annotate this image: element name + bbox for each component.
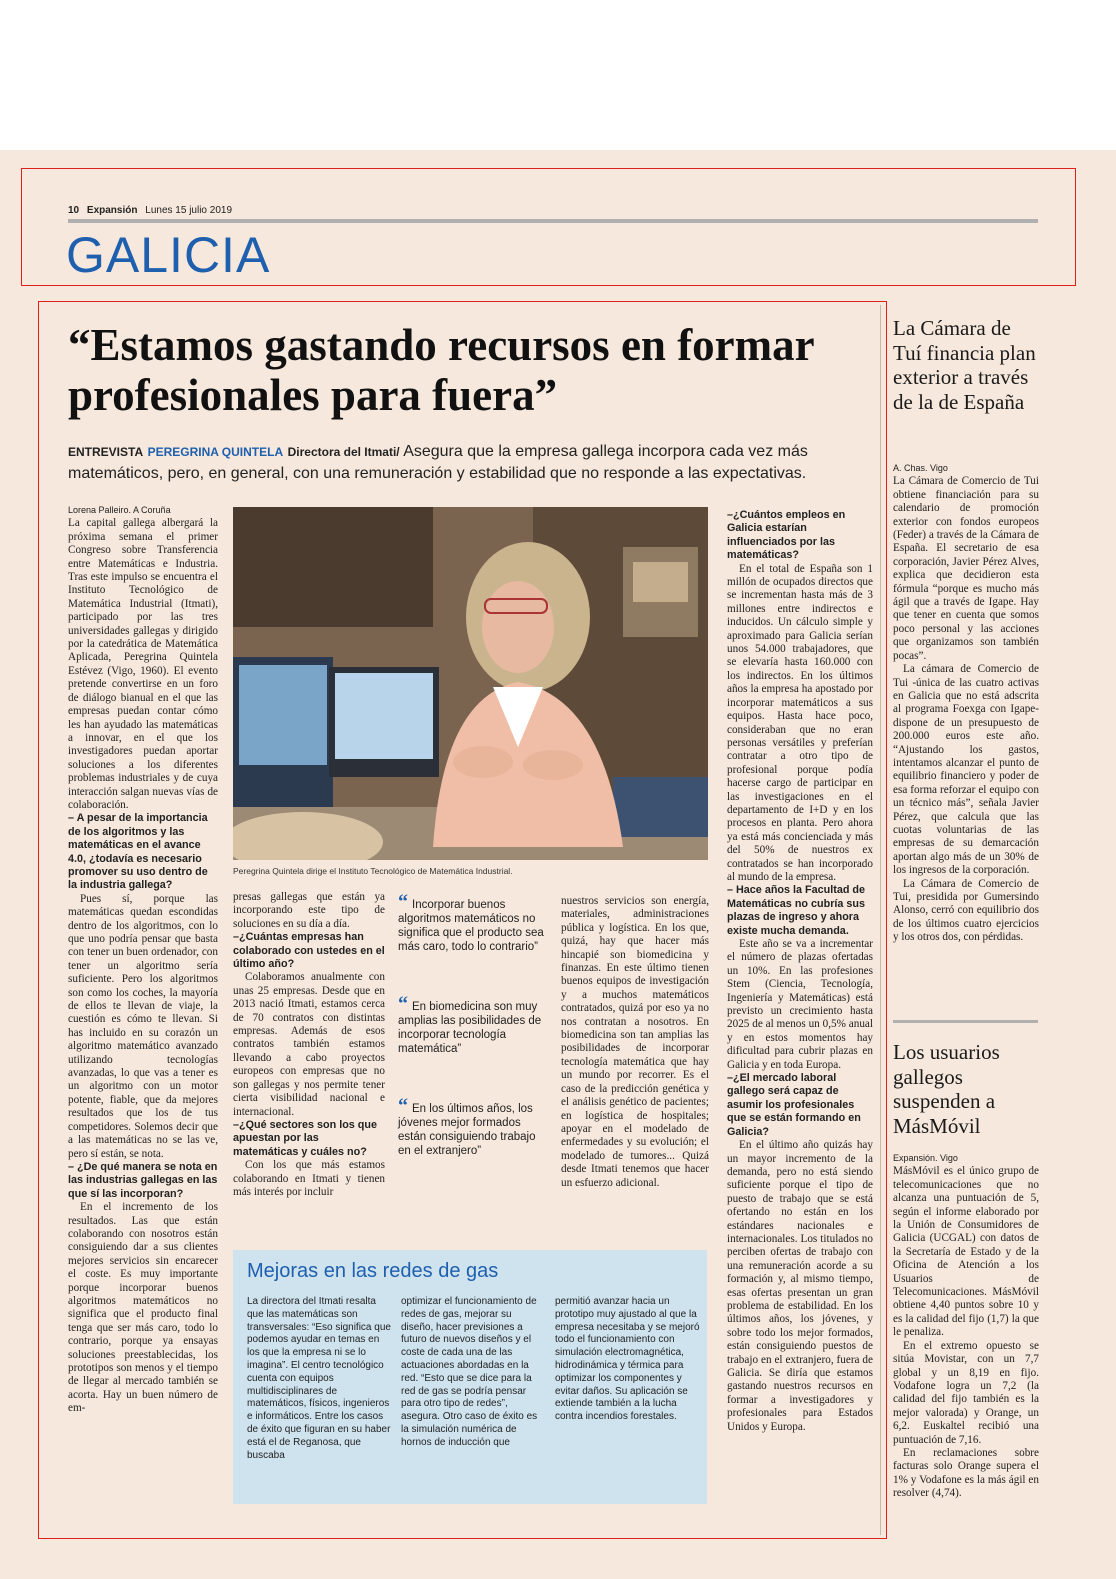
info-box bbox=[233, 1250, 707, 1504]
side1-p1: La Cámara de Comercio de Tui obtiene financiación para su calendario de promoción exterior con fondos europeos (Feder) a través de la Cámara de España. El secretario de esa corporación, Javier Pérez Alves, explica que decidieron esta fórmula “porque es mucho más ágil que a través de Igape. Hay que tener en cuenta que somos poco personal y las acciones que organizamos son también pocas”. bbox=[893, 475, 1039, 662]
lead-kicker: ENTREVISTA bbox=[68, 445, 144, 459]
issue-date: Lunes 15 julio 2019 bbox=[145, 205, 233, 216]
col2-p3: Con los que más estamos colaborando en Itmati y tienen más interés por incluir bbox=[233, 1159, 385, 1198]
byline: Lorena Palleiro. A Coruña bbox=[68, 505, 171, 515]
question-1: – A pesar de la importancia de los algoritmos y las matemáticas en el avance 4.0, ¿todavía es necesario promover su uso dentro de la industria gallega? bbox=[68, 812, 208, 892]
quote-mark-icon: “ bbox=[398, 1095, 408, 1117]
pull-quote-2 bbox=[398, 993, 546, 1056]
column-4 bbox=[727, 509, 873, 1539]
photo-caption: Peregrina Quintela dirige el Instituto Tecnológico de Matemática Industrial. bbox=[233, 866, 513, 876]
folio-rule bbox=[68, 219, 1038, 223]
col1-p1: La capital gallega albergará la próxima semana el primer Congreso sobre Transferencia entre Matemáticas e Industria. Tras este impulso se encuentra el Instituto Tecnológico de Matemática Industrial (Itmati), participado por las tres universidades gallegas y dirigido por la catedrática de Matemática Aplicada, Peregrina Quintela Estévez (Vigo, 1960). El evento pretende convertirse en un foro de diálogo bianual en el que las empresas puedan contar cómo les han ayudado las matemáticas a innovar, en el que los investigadores puedan aportar soluciones a los diferentes problemas industriales y de cuya interacción salgan nuevas vías de colaboración. bbox=[68, 517, 218, 811]
question-4: –¿Qué sectores son los que apuestan por las matemáticas y cuáles no? bbox=[233, 1118, 378, 1158]
info-box-col-2: optimizar el funcionamiento de redes de gas, mejorar su diseño, hacer previsiones a futuro de nuevos diseños y el coste de cada una de las actuaciones abordadas en la red. “Esto que se dice para la red de gas se podría pensar para otro tipo de redes”, asegura. Otro caso de éxito es la simulación numérica de hornos de inducción que bbox=[401, 1296, 538, 1448]
column-2 bbox=[233, 891, 385, 1245]
side2-p2: En el extremo opuesto se sitúa Movistar, con un 7,7 global y un 8,19 en fijo. Vodafone logra un 7,2 (la calidad del fijo también es la mejor valorada) y Orange, un 6,2. Euskaltel recibió una puntuación de 7,16. bbox=[893, 1339, 1039, 1446]
col1-p3: En el incremento de los resultados. Las que están colaborando con nosotros están consiguiendo dar a sus clientes mejores servicios sin encarecer el coste. Es muy importante porque incorporar buenos algoritmos matemáticos no significa que el producto final tenga que ser más caro, todo lo contrario, porque ya ensayas soluciones preestablecidas, los prototipos son menos y el tiempo de llegar al mercado también se acorta. Hay un buen número de em- bbox=[68, 1201, 218, 1415]
side2-p1: MásMóvil es el único grupo de telecomunicaciones que no alcanza una puntuación de 5, según el informe elaborado por la Unión de Consumidores de Galicia (UCGAL) con datos de la Secretaría de Estado y de la Oficina de Atención a los Usuarios de Telecomunicaciones. MásMóvil obtiene 4,40 puntos sobre 10 y es la calidad del fijo (1,7) la que le penaliza. bbox=[893, 1165, 1039, 1339]
side-article-2 bbox=[893, 1152, 1039, 1520]
info-box-col-1: La directora del Itmati resalta que las matemáticas son transversales: “Eso significa que podemos ayudar en temas en los que la empresa ni se lo imagina”. El centro tecnológico cuenta con equipos multidisciplinares de matemáticos, físicos, ingenieros e informáticos. Entre los casos de éxito que figuran en su haber está el de Reganosa, que buscaba bbox=[247, 1296, 391, 1461]
info-box-col-3: permitió avanzar hacia un prototipo muy ajustado al que la empresa necesitaba y se mejoró todo el funcionamiento con simulación electromagnética, hidrodinámica y térmica para optimizar los componentes y evitar daños. Su aplicación se extiende también a la lucha contra incendios forestales. bbox=[555, 1296, 700, 1423]
col2-p2: Colaboramos anualmente con unas 25 empresas. Desde que en 2013 nació Itmati, estamos cerca de 70 contratos con distintas empresas. Además de esos contratos también estamos llevando a cabo proyectos europeos con empresas que no son gallegas y nos permite tener cierta visibilidad nacional e internacional. bbox=[233, 971, 385, 1118]
side-byline-2: Expansión. Vigo bbox=[893, 1153, 958, 1163]
col4-p2: Este año se va a incrementar el número de plazas ofertadas un 10%. En las profesiones Stem (Ciencia, Tecnología, Ingeniería y Matemáticas) está previsto un crecimiento hasta 2025 de al menos un 0,5% anual y en estos momentos hay dificultad para cubrir plazas en Galicia y en toda Europa. bbox=[727, 938, 873, 1071]
interview-photo bbox=[233, 507, 708, 860]
col4-p3: En el último año quizás hay un mayor incremento de la demanda, pero no está siendo suficiente porque el tipo de puesto de trabajo que se está ofertando no están en los estándares nacionales e internacionales. Los titulados no perciben ofertas de trabajo con una remuneración acorde a su formación y, al mismo tiempo, esas ofertas presentan un gran problema de estabilidad. En los últimos años, los jóvenes, y sobre todo los mejor formados, están consiguiendo puestos de trabajo en el extranjero, fuera de Galicia. Se diría que estamos gastando nuestros recursos en formar a investigadores y profesionales para Estados Unidos y Europa. bbox=[727, 1139, 873, 1433]
question-2: – ¿De qué manera se nota en las industrias gallegas en las que sí las incorporan? bbox=[68, 1160, 218, 1200]
photo-illustration bbox=[233, 507, 708, 860]
side-headline-2: Los usuarios gallegos suspenden a MásMóvil bbox=[893, 1040, 1000, 1138]
page-number: 10 bbox=[68, 205, 80, 216]
folio bbox=[68, 205, 237, 216]
side-article-1 bbox=[893, 462, 1039, 1010]
paper-name: Expansión bbox=[86, 205, 138, 216]
pull-quote-1-text: Incorporar buenos algoritmos matemáticos no significa que el producto sea más caro, todo lo contrario” bbox=[398, 899, 544, 953]
lead-text: Asegura que la empresa gallega incorpora cada vez más matemáticos, pero, en general, con una remuneración y estabilidad que no responde a las expectativas. bbox=[68, 443, 808, 482]
lead-name: PEREGRINA QUINTELA bbox=[147, 445, 284, 459]
article-headline: “Estamos gastando recursos en formar profesionales para fuera” bbox=[68, 320, 814, 420]
side-headline-1: La Cámara de Tuí financia plan exterior a través de la de España bbox=[893, 316, 1036, 414]
side-byline-1: A. Chas. Vigo bbox=[893, 463, 948, 473]
column-1 bbox=[68, 504, 218, 1538]
question-7: –¿El mercado laboral gallego será capaz de asumir los profesionales que se están formando en Galicia? bbox=[727, 1072, 861, 1138]
info-box-title: Mejoras en las redes de gas bbox=[247, 1260, 499, 1282]
col2-p1: presas gallegas que están ya incorporando este tipo de soluciones en su día a día. bbox=[233, 891, 385, 930]
side-rule bbox=[893, 1020, 1038, 1023]
question-3: –¿Cuántas empresas han colaborado con ustedes en el último año? bbox=[233, 931, 385, 971]
col4-p1: En el total de España son 1 millón de ocupados directos que se incrementan hasta más de 3 millones entre indirectos e inducidos. Un cálculo simple y aproximado para Galicia serían unos 54.000 trabajadores, que se elevaría hasta 160.000 con los indirectos. En los últimos años la empresa ha apostado por incorporar matemáticos a sus equipos. Hasta hace poco, consideraban que no eran personas versátiles y preferían contratar a otro tipo de profesional porque podía hacerse cargo de participar en las investigaciones en el departamento de I+D y en los procesos en planta. Pero ahora ya está más concienciada y más del 50% de nuestros ex contratados se han incorporado al mundo de la empresa. bbox=[727, 562, 873, 883]
pull-quote-3 bbox=[398, 1095, 546, 1158]
pull-quote-3-text: En los últimos años, los jóvenes mejor formados están consiguiendo trabajo en el extranjero” bbox=[398, 1103, 536, 1157]
question-5: –¿Cuántos empleos en Galicia estarían influenciados por las matemáticas? bbox=[727, 509, 846, 562]
col1-p2: Pues sí, porque las matemáticas quedan escondidas dentro de los algoritmos, con lo que uno podría pensar que basta con tener un buen ordenador, con tener un algoritmo sería suficiente. Pero los algoritmos son como los coches, la mayoría de ellos te llevan de viaje, la cuestión es cómo te llevan. Si has incluido en su corazón un algoritmo matemático avanzado utilizando tecnologías avanzadas, lo que vas a tener es un algoritmo con un motor potente, fiable, que da mejores resultados que los de tus competidores. Solemos decir que a las matemáticas no se las ve, pero sí están, se nota. bbox=[68, 892, 218, 1160]
pull-quote-2-text: En biomedicina son muy amplias las posibilidades de incorporar tecnología matemática” bbox=[398, 1001, 542, 1055]
column-3 bbox=[561, 895, 709, 1247]
quote-mark-icon: “ bbox=[398, 891, 408, 913]
side1-p2: La cámara de Comercio de Tui -única de las cuatro activas en Galicia que no está adscrita al programa Foexga con Igape- dispone de un presupuesto de 200.000 euros este año. “Ajustando los gastos, intentamos alcanzar el punto de equilibrio financiero y poder de esa forma reforzar el equipo con un técnico más”, señala Javier Pérez, que calcula que las cuotas voluntarias de las empresas de su demarcación aportan algo más de un 30% de los ingresos de la corporación. bbox=[893, 663, 1039, 877]
side2-p3: En reclamaciones sobre facturas solo Orange supera el 1% y Vodafone es la más ágil en resolver (4,74). bbox=[893, 1446, 1039, 1500]
question-6: – Hace años la Facultad de Matemáticas no cubría sus plazas de ingreso y ahora existe mucha demanda. bbox=[727, 884, 866, 937]
section-title: GALICIA bbox=[66, 227, 271, 283]
lead-role: Directora del Itmati/ bbox=[287, 445, 400, 459]
column-divider bbox=[880, 305, 881, 1535]
quote-mark-icon: “ bbox=[398, 993, 408, 1015]
pull-quote-1 bbox=[398, 891, 546, 954]
side1-p3: La Cámara de Comercio de Tui, presidida por Gumersindo Alonso, cerró con equilibrio dos de los últimos cuatro ejercicios y los otros dos, con pérdidas. bbox=[893, 877, 1039, 944]
col3-p1: nuestros servicios son energía, materiales, administraciones pública y logística. En los que, quizá, hay que hacer más hincapié son biomedicina y finanzas. En este último tienen buenos equipos de investigación y a muchos matemáticos contratados, quizá por eso ya no nos contratan a nosotros. En biomedicina son tan amplias las posibilidades de incorporar tecnología matemática que hay un mundo por recorrer. Es el caso de la predicción genética y el análisis genético de pacientes; en logística de hospitales; apoyar en el modelado de enfermedades y su evolución; el modelado de tumores... Quizá desde Itmati tenemos que hacer un esfuerzo adicional. bbox=[561, 895, 709, 1189]
article-lead bbox=[68, 441, 878, 485]
